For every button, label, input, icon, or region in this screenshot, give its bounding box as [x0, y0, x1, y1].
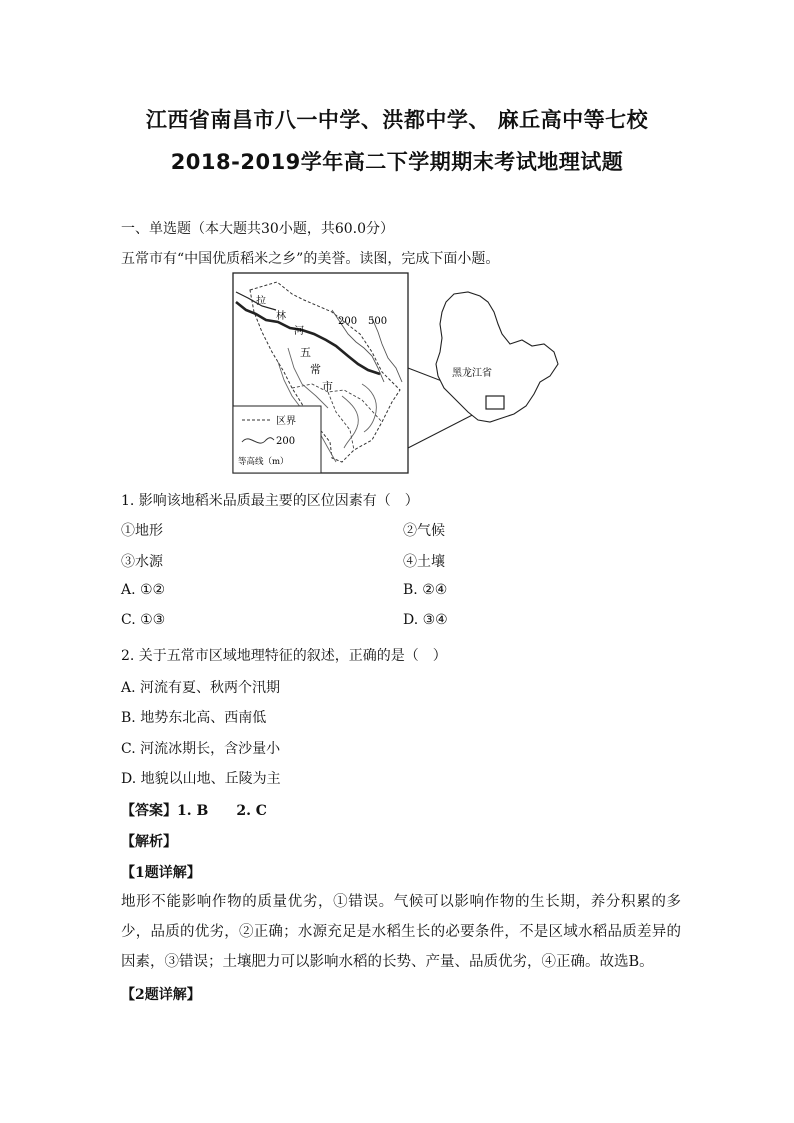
river-label-char: 林 — [276, 311, 286, 322]
wuchang-locator-box — [486, 396, 504, 409]
contour-label-500: 500 — [368, 316, 388, 327]
q1-option-b: B. ②④ — [403, 582, 448, 598]
q2-stem: 2. 关于五常市区域地理特征的叙述，正确的是（ ） — [121, 648, 447, 664]
city-label-char: 五 — [300, 346, 311, 359]
q2-option-c: C. 河流冰期长，含沙量小 — [121, 741, 281, 757]
q1-option-c: C. ①③ — [121, 612, 166, 628]
contour-label-200: 200 — [338, 316, 358, 327]
legend-boundary-label: 区界 — [276, 416, 296, 427]
document-title-line2: 2018-2019学年高二下学期期末考试地理试题 — [170, 150, 624, 174]
detail1-heading: 【1题详解】 — [121, 865, 201, 881]
wuchang-location-map — [232, 272, 562, 476]
document-title-line1: 江西省南昌市八一中学、洪都中学、 麻丘高中等七校 — [145, 108, 649, 132]
legend-contour-caption: 等高线（m） — [238, 457, 289, 467]
q1-option-a: A. ①② — [121, 582, 166, 598]
q2-option-d: D. 地貌以山地、丘陵为主 — [121, 771, 281, 787]
detail2-heading: 【2题详解】 — [121, 987, 201, 1003]
section-heading: 一、单选题（本大题共30小题，共60.0分） — [121, 221, 394, 237]
city-label-char: 市 — [322, 380, 333, 393]
river-label-char: 河 — [294, 326, 304, 337]
river-label-char: 拉 — [256, 296, 266, 307]
q1-option-d: D. ③④ — [403, 612, 448, 628]
province-label: 黑龙江省 — [452, 368, 492, 379]
q2-option-a: A. 河流有夏、秋两个汛期 — [121, 680, 281, 696]
answer-line: 【答案】1. B 2. C — [121, 803, 267, 819]
q1-factor-2: ②气候 — [403, 523, 445, 539]
q2-option-b: B. 地势东北高、西南低 — [121, 710, 267, 726]
detail1-text: 地形不能影响作物的质量优劣，①错误。气候可以影响作物的生长期，养分积累的多少，品质的优劣，②正确；水源充足是水稻生长的必要条件，不是区域水稻品质差异的因素，③错误；土壤肥力可以影响水稻的长势、产量、品质优劣，④正确。故选B。 — [121, 894, 681, 970]
q1-factor-1: ①地形 — [121, 523, 163, 539]
q1-factor-4: ④土壤 — [403, 554, 445, 570]
analysis-heading: 【解析】 — [121, 834, 177, 850]
legend-contour-value: 200 — [276, 436, 296, 447]
city-label-char: 常 — [310, 363, 321, 376]
q1-factor-3: ③水源 — [121, 554, 163, 570]
q1-stem: 1. 影响该地稻米品质最主要的区位因素有（ ） — [121, 493, 419, 509]
question-intro: 五常市有“中国优质稻米之乡”的美誉。读图，完成下面小题。 — [121, 251, 500, 267]
